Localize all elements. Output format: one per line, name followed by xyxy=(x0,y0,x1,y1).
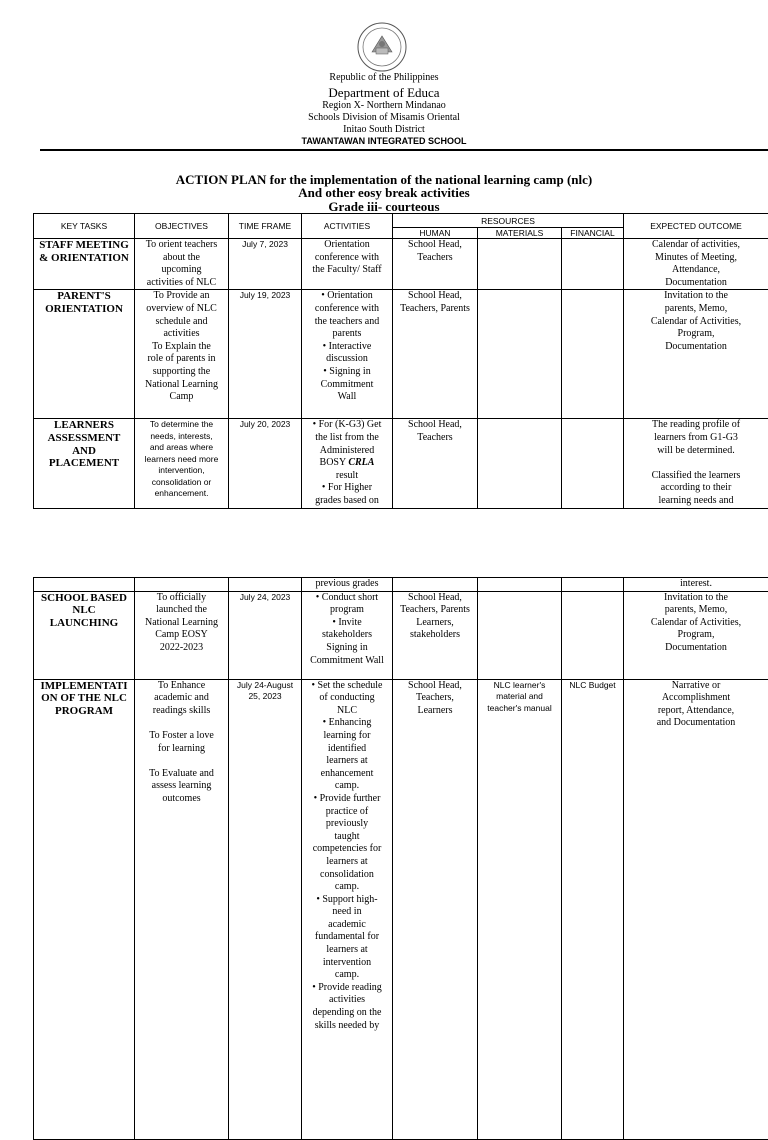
cell-time-frame xyxy=(229,578,302,592)
cell-objectives-line: To officially xyxy=(137,592,226,605)
cell-objectives-line: supporting the xyxy=(137,366,226,379)
cell-expected-outcome-line: and Documentation xyxy=(626,717,766,730)
cell-objectives-line: assess learning xyxy=(137,780,226,793)
col-header-time-frame: TIME FRAME xyxy=(229,214,302,239)
cell-expected-outcome-line: Narrative or xyxy=(626,680,766,693)
cell-human-line: Learners xyxy=(395,705,475,718)
cell-objectives-line: To Enhance xyxy=(137,680,226,693)
cell-key-task-line: PARENT'S xyxy=(36,290,132,303)
cell-objectives-line xyxy=(137,755,226,768)
cell-financial xyxy=(562,679,624,1139)
header-divider xyxy=(40,149,768,151)
cell-activities-line: • Signing in xyxy=(304,366,390,379)
cell-expected-outcome-line: Documentation xyxy=(626,642,766,655)
cell-human-line: Teachers xyxy=(395,252,475,265)
cell-expected-outcome xyxy=(624,290,768,419)
cell-expected-outcome-line: report, Attendance, xyxy=(626,705,766,718)
plan-subtitle: And other eosy break activities xyxy=(0,186,768,199)
cell-expected-outcome xyxy=(624,591,768,679)
cell-key-task xyxy=(34,239,135,290)
cell-activities-line: activities xyxy=(304,994,390,1007)
cell-objectives-line: outcomes xyxy=(137,793,226,806)
cell-key-task-line: PLACEMENT xyxy=(36,457,132,470)
cell-materials xyxy=(478,239,562,290)
cell-activities-line: skills needed by xyxy=(304,1020,390,1033)
cell-time-frame: July 19, 2023 xyxy=(229,290,302,419)
plan-title: ACTION PLAN for the implementation of the national learning camp (nlc) xyxy=(0,173,768,186)
action-plan-table-page2 xyxy=(33,577,768,1140)
cell-objectives-line: Camp xyxy=(137,391,226,404)
cell-activities-line: the Faculty/ Staff xyxy=(304,264,390,277)
cell-key-task-line: NLC xyxy=(36,604,132,617)
cell-activities-line: stakeholders xyxy=(304,629,390,642)
header-division: Schools Division of Misamis Oriental xyxy=(0,113,768,123)
cell-objectives-line: 2022-2023 xyxy=(137,642,226,655)
cell-objectives-line: launched the xyxy=(137,604,226,617)
cell-objectives-line: readings skills xyxy=(137,705,226,718)
cell-objectives xyxy=(135,419,229,509)
cell-time-frame: July 20, 2023 xyxy=(229,419,302,509)
cell-materials xyxy=(478,578,562,592)
cell-activities-line: discussion xyxy=(304,353,390,366)
cell-human-line: School Head, xyxy=(395,419,475,432)
header-department: Department of Educa xyxy=(0,86,768,99)
cell-expected-outcome-line: Minutes of Meeting, xyxy=(626,252,766,265)
cell-objectives-line: overview of NLC xyxy=(137,303,226,316)
deped-seal-icon xyxy=(357,22,407,72)
cell-objectives-line xyxy=(137,717,226,730)
cell-activities-line: NLC xyxy=(304,705,390,718)
table-row xyxy=(34,679,768,1139)
cell-activities xyxy=(302,578,393,592)
cell-human-line: School Head, xyxy=(395,680,475,693)
col-header-resources: RESOURCES xyxy=(393,214,624,228)
cell-activities-line: conference with xyxy=(304,252,390,265)
cell-objectives xyxy=(135,578,229,592)
cell-activities-line: parents xyxy=(304,328,390,341)
cell-activities-line: Administered xyxy=(304,445,390,458)
cell-objectives-line: intervention, xyxy=(137,465,226,477)
cell-activities-line: fundamental for xyxy=(304,931,390,944)
cell-expected-outcome-line: Program, xyxy=(626,629,766,642)
cell-expected-outcome-line: interest. xyxy=(626,578,766,591)
cell-human-line: Teachers xyxy=(395,432,475,445)
col-header-expected-outcome: EXPECTED OUTCOME xyxy=(624,214,768,239)
cell-human xyxy=(393,679,478,1139)
cell-activities-line: learners at xyxy=(304,755,390,768)
cell-objectives xyxy=(135,679,229,1139)
cell-objectives-line: for learning xyxy=(137,743,226,756)
cell-activities-line: competencies for xyxy=(304,843,390,856)
cell-activities-line: enhancement xyxy=(304,768,390,781)
col-header-objectives: OBJECTIVES xyxy=(135,214,229,239)
cell-materials xyxy=(478,591,562,679)
cell-financial xyxy=(562,239,624,290)
cell-activities-line: previous grades xyxy=(304,578,390,591)
cell-objectives-line: Camp EOSY xyxy=(137,629,226,642)
cell-activities-line: Commitment Wall xyxy=(304,655,390,668)
cell-financial-line: NLC Budget xyxy=(564,680,621,692)
cell-expected-outcome-line: Calendar of Activities, xyxy=(626,617,766,630)
cell-human-line: Teachers, Parents xyxy=(395,303,475,316)
cell-objectives-line: activities of NLC xyxy=(137,277,226,290)
col-header-activities: ACTIVITIES xyxy=(302,214,393,239)
cell-objectives-line: and areas where xyxy=(137,442,226,454)
cell-activities-line: identified xyxy=(304,743,390,756)
cell-expected-outcome xyxy=(624,679,768,1139)
cell-objectives-line: To determine the xyxy=(137,419,226,431)
cell-objectives xyxy=(135,290,229,419)
header-republic: Republic of the Philippines xyxy=(0,73,768,83)
col-header-human: HUMAN xyxy=(393,228,478,239)
cell-expected-outcome-line: parents, Memo, xyxy=(626,303,766,316)
table-row xyxy=(34,578,768,592)
cell-objectives-line: enhancement. xyxy=(137,488,226,500)
header-region: Region X- Northern Mindanao xyxy=(0,101,768,111)
cell-activities-line: learning for xyxy=(304,730,390,743)
cell-human-line: School Head, xyxy=(395,290,475,303)
cell-activities-line: • Support high- xyxy=(304,894,390,907)
cell-activities-line: Signing in xyxy=(304,642,390,655)
table-row xyxy=(34,591,768,679)
cell-expected-outcome-line: Program, xyxy=(626,328,766,341)
cell-financial xyxy=(562,290,624,419)
cell-time-frame: July 24, 2023 xyxy=(229,591,302,679)
cell-materials-line: teacher's manual xyxy=(480,703,559,715)
cell-activities-line: intervention xyxy=(304,957,390,970)
cell-activities-line: • Orientation xyxy=(304,290,390,303)
cell-key-task-line: LAUNCHING xyxy=(36,617,132,630)
table-row xyxy=(34,419,768,509)
cell-activities-line: taught xyxy=(304,831,390,844)
cell-activities-line: conference with xyxy=(304,303,390,316)
cell-objectives xyxy=(135,239,229,290)
cell-activities xyxy=(302,419,393,509)
col-header-financial: FINANCIAL xyxy=(562,228,624,239)
cell-activities-line: practice of xyxy=(304,806,390,819)
cell-key-task-line: LEARNERS xyxy=(36,419,132,432)
cell-expected-outcome-line: Documentation xyxy=(626,277,766,290)
cell-expected-outcome-line: Attendance, xyxy=(626,264,766,277)
cell-materials-line: NLC learner's xyxy=(480,680,559,692)
cell-activities-line: need in xyxy=(304,906,390,919)
cell-objectives-line: schedule and xyxy=(137,316,226,329)
cell-key-task-line: AND xyxy=(36,445,132,458)
cell-activities-line: previously xyxy=(304,818,390,831)
cell-objectives-line: To orient teachers xyxy=(137,239,226,252)
cell-key-task xyxy=(34,578,135,592)
cell-activities-line: • Enhancing xyxy=(304,717,390,730)
cell-expected-outcome-line: Documentation xyxy=(626,341,766,354)
cell-time-frame: July 7, 2023 xyxy=(229,239,302,290)
cell-objectives-line: learners need more xyxy=(137,454,226,466)
header-school: TAWANTAWAN INTEGRATED SCHOOL xyxy=(0,137,768,146)
cell-expected-outcome-line: learners from G1-G3 xyxy=(626,432,766,445)
cell-key-task-line: SCHOOL BASED xyxy=(36,592,132,605)
cell-objectives-line: National Learning xyxy=(137,617,226,630)
cell-objectives xyxy=(135,591,229,679)
cell-activities-line: • Conduct short xyxy=(304,592,390,605)
cell-materials xyxy=(478,679,562,1139)
cell-activities-line: • Invite xyxy=(304,617,390,630)
cell-activities-line: Orientation xyxy=(304,239,390,252)
cell-activities-line: camp. xyxy=(304,969,390,982)
cell-objectives-line: consolidation or xyxy=(137,477,226,489)
cell-activities-line: of conducting xyxy=(304,692,390,705)
cell-key-task xyxy=(34,591,135,679)
table-row xyxy=(34,239,768,290)
cell-activities-line: • For Higher xyxy=(304,482,390,495)
table-row xyxy=(34,290,768,419)
cell-expected-outcome-line: learning needs and xyxy=(626,495,766,508)
cell-objectives-line: needs, interests, xyxy=(137,431,226,443)
cell-activities-line: Commitment xyxy=(304,379,390,392)
cell-human-line: stakeholders xyxy=(395,629,475,642)
cell-objectives-line: To Foster a love xyxy=(137,730,226,743)
cell-activities-line: camp. xyxy=(304,780,390,793)
col-header-materials: MATERIALS xyxy=(478,228,562,239)
cell-financial xyxy=(562,591,624,679)
cell-key-task-line: STAFF MEETING xyxy=(36,239,132,252)
cell-activities-line: BOSY CRLA xyxy=(304,457,390,470)
cell-expected-outcome-line: The reading profile of xyxy=(626,419,766,432)
cell-activities-line: the teachers and xyxy=(304,316,390,329)
cell-activities xyxy=(302,591,393,679)
cell-human-line: School Head, xyxy=(395,239,475,252)
cell-expected-outcome xyxy=(624,419,768,509)
cell-objectives-line: activities xyxy=(137,328,226,341)
cell-human xyxy=(393,419,478,509)
cell-activities-line: program xyxy=(304,604,390,617)
cell-expected-outcome-line: Calendar of Activities, xyxy=(626,316,766,329)
cell-human-line: Teachers, xyxy=(395,692,475,705)
cell-activities-line: consolidation xyxy=(304,869,390,882)
cell-activities-line: the list from the xyxy=(304,432,390,445)
cell-activities-line: result xyxy=(304,470,390,483)
plan-grade: Grade iii- courteous xyxy=(0,200,768,213)
cell-materials-line: material and xyxy=(480,691,559,703)
cell-activities xyxy=(302,290,393,419)
cell-key-task-line: & ORIENTATION xyxy=(36,252,132,265)
cell-expected-outcome-line: Classified the learners xyxy=(626,470,766,483)
cell-objectives-line: upcoming xyxy=(137,264,226,277)
cell-expected-outcome-line: according to their xyxy=(626,482,766,495)
cell-human-line: School Head, xyxy=(395,592,475,605)
cell-human-line: Teachers, Parents xyxy=(395,604,475,617)
cell-time-frame: July 24-August 25, 2023 xyxy=(229,679,302,1139)
cell-objectives-line: To Explain the xyxy=(137,341,226,354)
cell-materials xyxy=(478,290,562,419)
cell-expected-outcome-line: Invitation to the xyxy=(626,592,766,605)
cell-key-task xyxy=(34,419,135,509)
cell-expected-outcome-line: Accomplishment xyxy=(626,692,766,705)
cell-human xyxy=(393,290,478,419)
cell-financial xyxy=(562,419,624,509)
action-plan-table-page1 xyxy=(33,213,768,509)
cell-activities-line: • Provide further xyxy=(304,793,390,806)
cell-key-task-line: PROGRAM xyxy=(36,705,132,718)
cell-activities-line: academic xyxy=(304,919,390,932)
cell-activities-line: depending on the xyxy=(304,1007,390,1020)
col-header-key-tasks: KEY TASKS xyxy=(34,214,135,239)
cell-human xyxy=(393,578,478,592)
cell-key-task-line: ASSESSMENT xyxy=(36,432,132,445)
cell-key-task-line: ON OF THE NLC xyxy=(36,692,132,705)
cell-human-line: Learners, xyxy=(395,617,475,630)
cell-expected-outcome xyxy=(624,239,768,290)
cell-human xyxy=(393,239,478,290)
cell-activities xyxy=(302,679,393,1139)
cell-human xyxy=(393,591,478,679)
cell-activities-line: • For (K-G3) Get xyxy=(304,419,390,432)
cell-activities-line: camp. xyxy=(304,881,390,894)
cell-expected-outcome-line: will be determined. xyxy=(626,445,766,458)
cell-activities-line: • Interactive xyxy=(304,341,390,354)
cell-activities xyxy=(302,239,393,290)
cell-activities-line: • Provide reading xyxy=(304,982,390,995)
cell-financial xyxy=(562,578,624,592)
cell-key-task-line: ORIENTATION xyxy=(36,303,132,316)
cell-activities-line: learners at xyxy=(304,944,390,957)
cell-objectives-line: academic and xyxy=(137,692,226,705)
cell-expected-outcome-line xyxy=(626,457,766,470)
cell-expected-outcome-line: parents, Memo, xyxy=(626,604,766,617)
cell-key-task xyxy=(34,679,135,1139)
cell-objectives-line: National Learning xyxy=(137,379,226,392)
cell-objectives-line: role of parents in xyxy=(137,353,226,366)
cell-objectives-line: To Evaluate and xyxy=(137,768,226,781)
cell-activities-line: learners at xyxy=(304,856,390,869)
cell-key-task-line: IMPLEMENTATI xyxy=(36,680,132,693)
header-district: Initao South District xyxy=(0,125,768,135)
cell-activities-line: grades based on xyxy=(304,495,390,508)
cell-objectives-line: To Provide an xyxy=(137,290,226,303)
cell-expected-outcome-line: Calendar of activities, xyxy=(626,239,766,252)
cell-materials xyxy=(478,419,562,509)
cell-activities-line: • Set the schedule xyxy=(304,680,390,693)
cell-expected-outcome xyxy=(624,578,768,592)
cell-key-task xyxy=(34,290,135,419)
cell-activities-line: Wall xyxy=(304,391,390,404)
cell-expected-outcome-line: Invitation to the xyxy=(626,290,766,303)
cell-objectives-line: about the xyxy=(137,252,226,265)
